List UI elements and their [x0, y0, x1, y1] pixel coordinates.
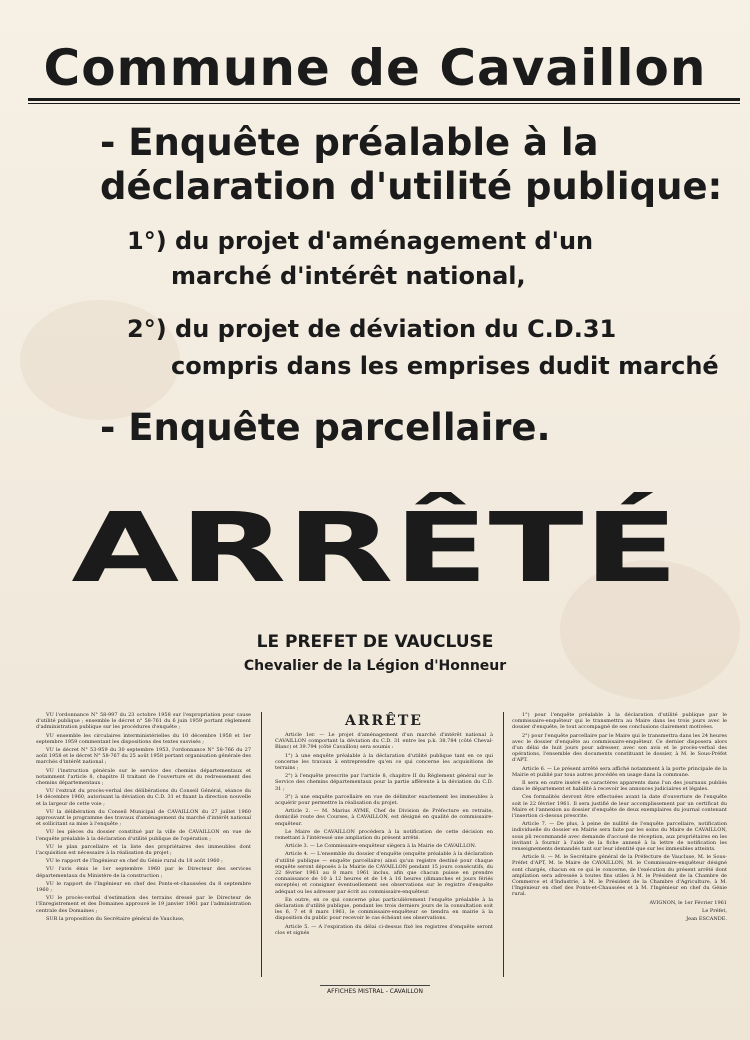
- chevalier-subtitle: Chevalier de la Légion d'Honneur: [243, 658, 507, 674]
- arrete-subheading: ARRÊTE: [345, 713, 423, 729]
- article-paragraph: 2°) pour l'enquête parcellaire par le Maire qui le transmettra dans les 24 heures avec le dossier d'enquête au commissaire-enquêteur. Ce dernier disposera alors d'un délai de huit jours pour adresser, avec son avis et le procès-verbal des opérations, l'ensemble des documents constituant le dossier, à M. le Sous-Préfet d'APT.: [512, 732, 727, 764]
- article-paragraph: En outre, en ce qui concerne plus particulièrement l'enquête préalable à la déclaration d'utilité publique, pendant les trois derniers jours de la consultation soit les 6, 7 et 8 mars 1961, le commissaire-enquêteur se tiendra en mairie à la disposition du public pour recevoir le cas échéant ses observations.: [275, 896, 493, 922]
- title-rule: [28, 98, 740, 101]
- article-paragraph: Il sera en outre inséré en caractères apparents dans l'un des journaux publiés dans le département et habilité à recevoir les annonces judiciaires et légales.: [512, 780, 727, 793]
- column-articles-continued: [512, 712, 727, 924]
- article-paragraph: Article 4. — L'ensemble du dossier d'enquête (enquête préalable à la déclaration d'utilité publique — enquête parcellaire) ainsi qu'un registre destiné pour chaque enquête seront déposés à la Mairie de CAVAILLON pendant 15 jours consécutifs, du 22 février 1961 au 8 mars 1961 inclus, afin que chacun puisse en prendre connaissance de 10 à 12 heures et de 14 à 16 heures (dimanches et jours fériés exceptés) et consigner éventuellement ses observations sur le registre d'enquête adéquat ou les adresser par écrit au commissaire-enquêteur.: [275, 851, 493, 895]
- visa-paragraph: VU l'extrait du procès-verbal des délibérations du Conseil Général, séance du 14 décembre 1960, autorisant la déviation du C.D. 31 et fixant la direction nouvelle et la largeur de cette voie ;: [36, 788, 251, 807]
- arrete-heading: ARRÊTÉ: [71, 492, 679, 604]
- visa-paragraph: VU le rapport de l'Ingénieur en chef des Ponts-et-chaussées du 8 septembre 1960 ;: [36, 880, 251, 894]
- article-paragraph: Article 2. — M. Marius AYME, Chef de Division de Préfecture en retraite, domicilié route des Courses, à CAVAILLON, est désigné en qualité de commissaire-enquêteur.: [275, 808, 493, 827]
- date-line: AVIGNON, le 1er Février 1961: [649, 899, 727, 906]
- visa-paragraph: VU l'instruction générale sur le service des chemins départementaux et notamment l'article 8, chapitre II traitant de l'ouverture et du redressement des chemins départementaux ;: [36, 767, 251, 787]
- visa-paragraph: VU le décret N° 53-959 du 30 septembre 1953, l'ordonnance N° 58-766 du 27 août 1958 et le décret N° 58-767 du 25 août 1958 portant organisation générale des marchés d'intérêt national ;: [36, 747, 251, 766]
- article-paragraph: Article 7. — De plus, à peine de nullité de l'enquête parcellaire, notification individuelle du dossier en Mairie sera faite par les soins du Maire de CAVAILLON, sous pli recommandé avec demande d'accusé de réception, aux propriétaires en les invitant à fournir à l'aide de la fiche annexé à la lettre de notification les renseignements demandés tant sur leur identité que sur les immeubles atteints.: [512, 821, 727, 853]
- signature-title: Le Préfet,: [702, 907, 727, 914]
- article-paragraph: 1°) pour l'enquête préalable à la déclaration d'utilité publique par le commissaire-enquêteur qui le transmettra au Maire dans les trois jours avec le dossier d'enquête, le tout accompagné de ses conclusions clairement motivées.: [512, 712, 727, 731]
- heading-enquete-prealable: - Enquête préalable à la: [100, 121, 599, 164]
- visa-paragraph: VU l'avis émis le 1er septembre 1960 par le Directeur des services départementaux du Ministère de la construction ;: [36, 866, 251, 879]
- article-paragraph: 3°) à une enquête parcellaire en vue de délimiter exactement les immeubles à acquérir pour permettre la réalisation du projet.: [275, 793, 493, 807]
- visa-paragraph: VU le plan parcellaire et la liste des propriétaires des immeubles dont l'acquisition est nécessaire à la réalisation du projet ;: [36, 843, 251, 857]
- printer-credit: AFFICHES MISTRAL - CAVAILLON: [320, 985, 430, 995]
- column-divider: [503, 712, 504, 977]
- heading-enquete-parcellaire: - Enquête parcellaire.: [100, 406, 551, 449]
- poster-title: Commune de Cavaillon: [43, 39, 707, 97]
- column-visas: [36, 712, 251, 924]
- visa-paragraph: VU le procès-verbal d'estimation des terrains dressé par le Directeur de l'Enregistrement et des Domaines approuvé le 19 janvier 1961 par l'administration centrale des Domaines ;: [36, 895, 251, 914]
- signature-name: Jean ESCANDE.: [686, 916, 727, 923]
- visa-paragraph: VU la délibération du Conseil Municipal de CAVAILLON du 27 juillet 1960 approuvant le programme des travaux d'aménagement du marché d'intérêt national et sollicitant sa mise à l'enquête ;: [36, 808, 251, 828]
- article-paragraph: Article 3. — Le Commissaire-enquêteur siègera à la Mairie de CAVAILLON.: [285, 843, 477, 850]
- heading-declaration: déclaration d'utilité publique:: [100, 165, 723, 208]
- column-divider: [261, 712, 262, 977]
- article-paragraph: Le Maire de CAVAILLON procèdera à la notification de cette décision en remettant à l'intéressé une ampliation du présent arrêté.: [275, 828, 493, 842]
- visa-paragraph: VU le rapport de l'Ingénieur en chef du Génie rural du 18 août 1960 ;: [46, 858, 223, 865]
- item1-line2: marché d'intérêt national,: [171, 262, 526, 290]
- item2-line2: compris dans les emprises dudit marché: [171, 352, 719, 380]
- article-paragraph: 1°) à une enquête préalable à la déclaration d'utilité publique tant en ce qui concerne les travaux à entreprendre qu'en ce qui concerne les acquisitions de terrains ;: [275, 752, 493, 772]
- item2-line1: 2°) du projet de déviation du C.D.31: [127, 315, 617, 343]
- visa-paragraph: VU l'ordonnance N° 58-997 du 23 octobre 1958 sur l'expropriation pour cause d'utilité publique ; ensemble le décret n° 58-761 du 6 juin 1959 portant règlement d'administration publique sur les procédures d'enquête ;: [36, 712, 251, 731]
- title-rule-thin: [28, 103, 740, 104]
- article-paragraph: Article 8. — M. le Secrétaire général de la Préfecture de Vaucluse, M. le Sous-Préfet d'APT, M. le Maire de CAVAILLON, M. le Commissaire-enquêteur désigné sont chargés, chacun en ce qui le concerne, de l'exécution du présent arrêté dont ampliation sera adressée à toutes fins utiles à M. le Président de la Chambre de Commerce et d'Industrie, à M. le Président de la Chambre d'Agriculture, à M. l'Ingénieur en chef des Ponts-et-Chaussées et à M. l'Ingénieur en chef du Génie rural.: [512, 854, 727, 898]
- visa-paragraph: SUR la proposition du Secrétaire général de Vaucluse,: [46, 915, 185, 922]
- article-paragraph: Article 6. — Le présent arrêté sera affiché notamment à la porte principale de la Mairie et publié par tous autres procédés en usage dans la commune.: [512, 765, 727, 778]
- prefet-title: LE PREFET DE VAUCLUSE: [256, 632, 494, 652]
- column-articles: [275, 712, 493, 938]
- article-paragraph: Ces formalités devront être effectuées avant la date d'ouverture de l'enquête soit le 22 février 1961. Il sera justifié de leur accomplissement par un certificat du Maire et l'annexion au dossier d'enquête de deux exemplaires du journal contenant l'insertion ci-dessus prescrite.: [512, 794, 727, 820]
- visa-paragraph: VU ensemble les circulaires interministérielles du 10 décembre 1958 et 1er septembre 1959 commentant les dispositions des textes susvisés ;: [36, 732, 251, 745]
- article-paragraph: Article 5. — A l'expiration du délai ci-dessus fixé les registres d'enquête seront clos et signés: [275, 923, 493, 936]
- visa-paragraph: VU les pièces du dossier constitué par la ville de CAVAILLON en vue de l'enquête préalable à la déclaration d'utilité publique de l'opération ;: [36, 829, 251, 842]
- article-paragraph: 2°) à l'enquête prescrite par l'article 8, chapitre II du Règlement général sur le Service des chemins départementaux pour la partie afférente à la déviation du C.D. 31 ;: [275, 773, 493, 792]
- article-paragraph: Article 1er. — Le projet d'aménagement d'un marché d'intérêt national à CAVAILLON comportant la déviation du C.D. 31 entre les p.k. 38.784 (côté Cheval-Blanc) et 39.794 (côté Cavaillon) sera soumis :: [275, 732, 493, 751]
- item1-line1: 1°) du projet d'aménagement d'un: [127, 227, 594, 255]
